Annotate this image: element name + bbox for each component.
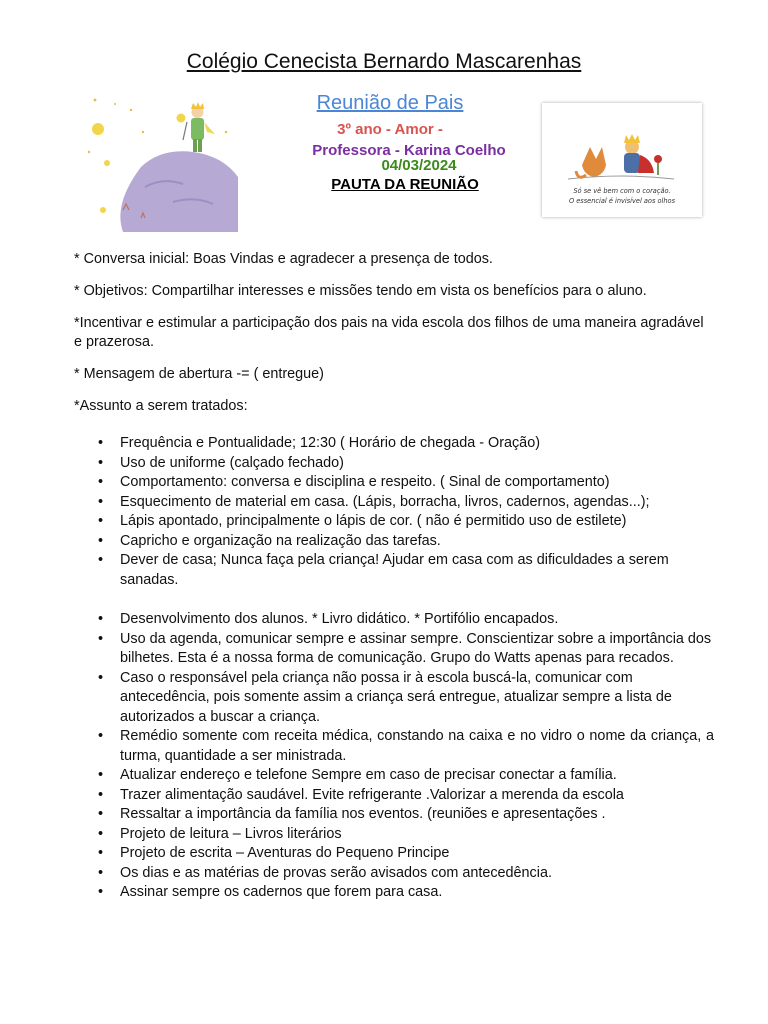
list-item-text: Desenvolvimento dos alunos. * Livro didático. * Portifólio encapados. <box>120 611 559 627</box>
list-item <box>98 473 714 493</box>
teacher-line: Professora - Karina Coelho <box>312 142 506 159</box>
list-item-text: Remédio somente com receita médica, constando na caixa e no vidro o nome da criança, a turma, quantidade a ser ministrada. <box>120 728 714 764</box>
paragraph-topics-intro: *Assunto a serem tratados: <box>74 398 248 414</box>
bullet-icon: • <box>98 786 104 803</box>
bullet-icon: • <box>98 474 104 490</box>
list-item-text: Assinar sempre os cadernos que forem para casa. <box>120 884 443 900</box>
list-item-text: Projeto de leitura – Livros literários <box>120 825 342 842</box>
list-item-text: Os dias e as matérias de provas serão avisados com antecedência. <box>120 864 552 881</box>
bullet-icon: • <box>98 532 104 549</box>
list-item-text: Uso de uniforme (calçado fechado) <box>120 454 344 471</box>
meeting-body <box>74 250 714 903</box>
meeting-title: Reunião de Pais <box>316 92 464 114</box>
bullet-icon: • <box>98 513 104 529</box>
meeting-header <box>240 92 540 193</box>
list-item <box>98 454 714 474</box>
bullet-icon: • <box>98 493 104 510</box>
list-item-text: Frequência e Pontualidade; 12:30 ( Horário de chegada - Oração) <box>120 435 540 451</box>
bullet-icon: • <box>98 825 104 842</box>
bullet-icon: • <box>98 552 104 568</box>
bullet-icon: • <box>98 845 104 861</box>
list-item-text: Projeto de escrita – Aventuras do Pequeno Principe <box>120 845 450 861</box>
bullet-icon: • <box>98 728 104 744</box>
list-item <box>98 493 714 513</box>
list-item-text: Capricho e organização na realização das tarefas. <box>120 532 441 549</box>
bullet-icon: • <box>98 435 104 451</box>
list-item <box>98 434 714 454</box>
bullet-icon: • <box>98 630 104 647</box>
list-item <box>98 512 714 532</box>
agenda-title: PAUTA DA REUNIÃO <box>331 176 479 193</box>
bullet-icon: • <box>98 767 104 783</box>
list-item <box>98 630 714 669</box>
list-item <box>98 805 714 825</box>
list-item-text: Atualizar endereço e telefone Sempre em caso de precisar conectar a família. <box>120 767 617 783</box>
list-item <box>98 766 714 786</box>
list-item <box>98 864 714 884</box>
paragraph-objectives: * Objetivos: Compartilhar interesses e missões tendo em vista os benefícios para o aluno. <box>74 283 647 299</box>
bullet-icon: • <box>98 669 104 686</box>
list-item <box>98 669 714 728</box>
list-item-text: Dever de casa; Nunca faça pela criança! Ajudar em casa com as dificuldades a serem sanadas. <box>120 552 669 588</box>
list-item <box>98 551 714 590</box>
meeting-date: 04/03/2024 <box>381 157 457 174</box>
list-item <box>98 883 714 903</box>
paragraph-welcome: * Conversa inicial: Boas Vindas e agradecer a presença de todos. <box>74 251 493 267</box>
list-item <box>98 844 714 864</box>
bullet-icon: • <box>98 454 104 471</box>
list-item <box>98 532 714 552</box>
list-item-text: Trazer alimentação saudável. Evite refrigerante .Valorizar a merenda da escola <box>120 786 624 803</box>
fox-and-prince-illustration <box>542 103 702 217</box>
list-item-text: Lápis apontado, principalmente o lápis de cor. ( não é permitido uso de estilete) <box>120 513 627 529</box>
caption-line-1: Só se vê bem com o coração. <box>573 187 671 195</box>
paragraph-encourage: *Incentivar e estimular a participação dos pais na vida escola dos filhos de uma maneira agradável e prazerosa. <box>74 315 704 350</box>
school-name: Colégio Cenecista Bernardo Mascarenhas <box>186 50 582 73</box>
topics-list <box>74 434 714 903</box>
list-item <box>98 786 714 806</box>
paragraph-opening-message: * Mensagem de abertura -= ( entregue) <box>74 366 324 382</box>
bullet-icon: • <box>98 864 104 881</box>
list-item-text: Esquecimento de material em casa. (Lápis, borracha, livros, cadernos, agendas...); <box>120 493 650 510</box>
caption-line-2: O essencial é invisível aos olhos <box>568 197 676 205</box>
list-item-text: Comportamento: conversa e disciplina e respeito. ( Sinal de comportamento) <box>120 474 610 490</box>
list-item <box>98 727 714 766</box>
list-item <box>98 825 714 845</box>
list-item-text: Caso o responsável pela criança não possa ir à escola buscá-la, comunicar com antecedência, pois somente assim a criança será entregue, atualizar sempre a lista de autorizados a buscar a criança. <box>120 669 672 725</box>
bullet-icon: • <box>98 611 104 627</box>
list-item-text: Ressaltar a importância da família nos eventos. (reuniões e apresentações . <box>120 806 606 822</box>
bullet-icon: • <box>98 806 104 822</box>
class-line: 3º ano - Amor - <box>337 121 443 138</box>
list-item-text: Uso da agenda, comunicar sempre e assinar sempre. Conscientizar sobre a importância dos bilhetes. Esta é a nossa forma de comunicação. Grupo do Watts apenas para recados. <box>120 630 712 666</box>
little-prince-planet-illustration <box>83 92 238 232</box>
list-item <box>98 610 714 630</box>
bullet-icon: • <box>98 884 104 900</box>
